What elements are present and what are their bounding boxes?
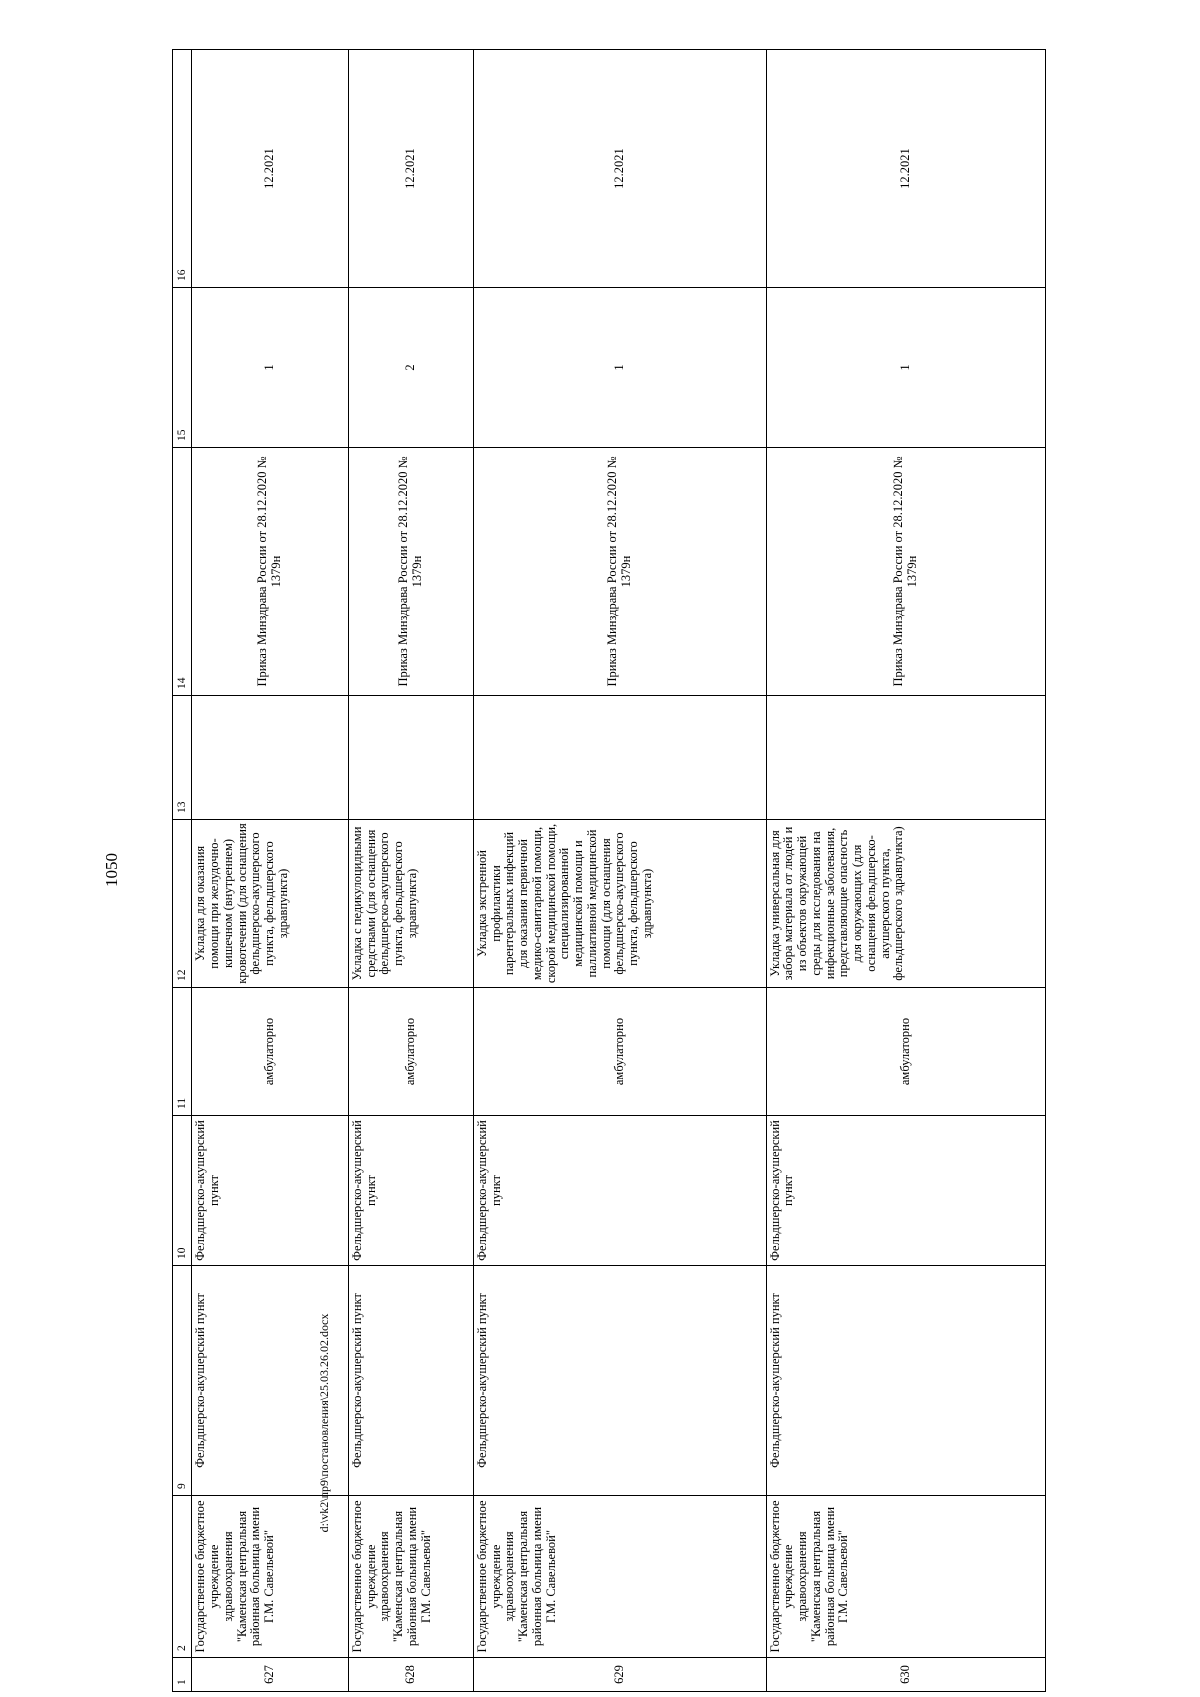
data-table-rotated (172, 50, 1046, 1692)
care-condition-cell: амбулаторно (348, 988, 473, 1116)
page-number: 1050 (102, 853, 121, 887)
row-number: 627 (192, 1658, 349, 1692)
quantity-cell: 1 (192, 288, 349, 448)
date-cell: 12.2021 (192, 50, 349, 288)
column-number: 15 (173, 288, 192, 448)
column-number: 14 (173, 448, 192, 696)
empty-cell (192, 696, 349, 820)
equipment-name-cell: Укладка экстренной профилактики парентеральных инфекций для оказания первичной медико-санитарной помощи, скорой медицинской помощи, специализированной медицинской помощи и паллиативной медицинской помощи (для оснащения фельдшерско-акушерского пункта, фельдшерского здравпункта) (473, 820, 766, 988)
column-number: 1 (173, 1658, 192, 1692)
regulation-cell: Приказ Минздрава России от 28.12.2020 № 1379н (766, 448, 1045, 696)
column-number: 16 (173, 50, 192, 288)
regulation-cell: Приказ Минздрава России от 28.12.2020 № 1379н (192, 448, 349, 696)
regulation-cell: Приказ Минздрава России от 28.12.2020 № 1379н (348, 448, 473, 696)
quantity-cell: 1 (473, 288, 766, 448)
organization-cell: Государственное бюджетное учреждение здравоохранения "Каменская центральная районная больница имени Г.М. Савельевой" (348, 1496, 473, 1658)
unit-cell: Фельдшерско-акушерский пункт (766, 1116, 1045, 1266)
organization-cell: Государственное бюджетное учреждение здравоохранения "Каменская центральная районная больница имени Г.М. Савельевой" (192, 1496, 349, 1658)
subdivision-cell: Фельдшерско-акушерский пункт (192, 1266, 349, 1496)
column-number: 12 (173, 820, 192, 988)
column-number-row (173, 50, 192, 1692)
column-number: 13 (173, 696, 192, 820)
equipment-table (172, 49, 1046, 1692)
equipment-name-cell: Укладка универсальная для забора материала от людей и из объектов окружающей среды для исследования на инфекционные заболевания, представляющие опасность для окружающих (для оснащения фельдшерско-акушерского пункта, фельдшерского здравпункта) (766, 820, 1045, 988)
row-number: 628 (348, 1658, 473, 1692)
table-row (473, 50, 766, 1692)
date-cell: 12.2021 (766, 50, 1045, 288)
equipment-name-cell: Укладка с педикулоцидными средствами (для оснащения фельдшерско-акушерского пункта, фельдшерского здравпункта) (348, 820, 473, 988)
unit-cell: Фельдшерско-акушерский пункт (192, 1116, 349, 1266)
date-cell: 12.2021 (348, 50, 473, 288)
column-number: 11 (173, 988, 192, 1116)
column-number: 10 (173, 1116, 192, 1266)
row-number: 629 (473, 1658, 766, 1692)
unit-cell: Фельдшерско-акушерский пункт (473, 1116, 766, 1266)
subdivision-cell: Фельдшерско-акушерский пункт (473, 1266, 766, 1496)
care-condition-cell: амбулаторно (473, 988, 766, 1116)
table-row (766, 50, 1045, 1692)
empty-cell (766, 696, 1045, 820)
column-number: 2 (173, 1496, 192, 1658)
organization-cell: Государственное бюджетное учреждение здравоохранения "Каменская центральная районная больница имени Г.М. Савельевой" (766, 1496, 1045, 1658)
unit-cell: Фельдшерско-акушерский пункт (348, 1116, 473, 1266)
table-row (348, 50, 473, 1692)
empty-cell (348, 696, 473, 820)
column-number: 9 (173, 1266, 192, 1496)
care-condition-cell: амбулаторно (766, 988, 1045, 1116)
subdivision-cell: Фельдшерско-акушерский пункт (766, 1266, 1045, 1496)
file-path-footer: d:\vk2\пр9\постановления\25.03.26.02.docx (317, 1313, 331, 1533)
organization-cell: Государственное бюджетное учреждение здравоохранения "Каменская центральная районная больница имени Г.М. Савельевой" (473, 1496, 766, 1658)
subdivision-cell: Фельдшерско-акушерский пункт (348, 1266, 473, 1496)
row-number: 630 (766, 1658, 1045, 1692)
equipment-name-cell: Укладка для оказания помощи при желудочно-кишечном (внутреннем) кровотечении (для оснащения фельдшерско-акушерского пункта, фельдшерского здравпункта) (192, 820, 349, 988)
quantity-cell: 2 (348, 288, 473, 448)
quantity-cell: 1 (766, 288, 1045, 448)
regulation-cell: Приказ Минздрава России от 28.12.2020 № 1379н (473, 448, 766, 696)
care-condition-cell: амбулаторно (192, 988, 349, 1116)
date-cell: 12.2021 (473, 50, 766, 288)
empty-cell (473, 696, 766, 820)
